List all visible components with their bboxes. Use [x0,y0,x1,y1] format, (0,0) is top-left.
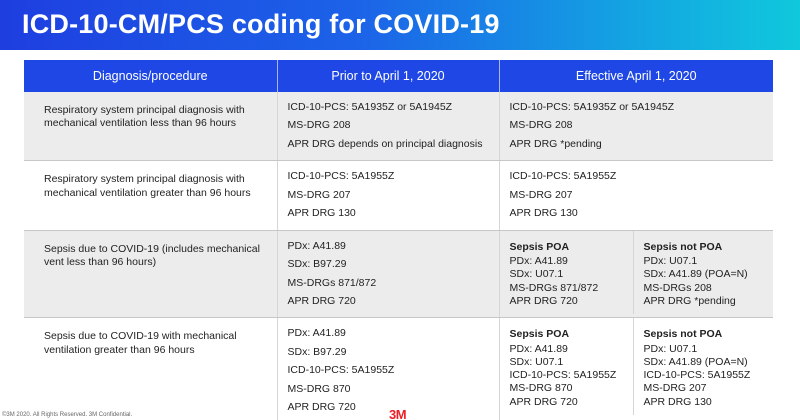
code-line: PDx: A41.89 [287,327,346,340]
sepsis-poa-title: Sepsis POA [509,240,570,253]
code-line: APR DRG *pending [643,294,736,307]
prior-cell [277,230,499,318]
header-diagnosis: Diagnosis/procedure [24,60,277,92]
code-line: MS-DRG 207 [643,382,707,395]
code-line: PDx: A41.89 [509,255,568,268]
code-line: MS-DRGs 208 [643,281,712,294]
code-line: ICD-10-PCS: 5A1955Z [287,364,395,377]
sepsis-not-poa-title: Sepsis not POA [643,240,723,253]
code-line: ICD-10-PCS: 5A1935Z or 5A1945Z [509,101,675,113]
table-row [24,318,773,420]
code-line: APR DRG 720 [287,401,356,414]
title-banner [0,0,800,50]
code-line: MS-DRGs 871/872 [509,281,599,294]
code-line: MS-DRG 207 [509,188,573,201]
code-line: ICD-10-PCS: 5A1955Z [643,369,751,382]
code-line: PDx: A41.89 [287,239,346,252]
code-line: SDx: U07.1 [509,268,564,281]
coding-table [24,60,773,420]
code-line: APR DRG 720 [509,395,578,408]
slide-title: ICD-10-CM/PCS coding for COVID-19 [22,9,500,39]
code-line: ICD-10-PCS: 5A1955Z [287,170,395,183]
header-prior: Prior to April 1, 2020 [277,60,499,92]
sepsis-poa-title: Sepsis POA [509,328,570,341]
code-line: MS-DRG 870 [287,382,351,395]
effective-cell [499,92,773,161]
code-line: SDx: A41.89 (POA=N) [643,356,748,369]
effective-cell [499,230,773,318]
code-line: SDx: U07.1 [509,356,564,369]
table-row [24,161,773,230]
header-effective: Effective April 1, 2020 [499,60,773,92]
3m-logo: 3M [389,407,407,420]
table-row [24,230,773,318]
diagnosis-cell: Sepsis due to COVID-19 with mechanical ventilation greater than 96 hours [24,318,277,420]
diagnosis-cell: Respiratory system principal diagnosis with mechanical ventilation greater than 96 hours [24,161,277,230]
prior-cell [277,92,499,161]
code-line: PDx: U07.1 [643,255,698,268]
code-line: APR DRG 130 [287,207,356,220]
code-line: ICD-10-PCS: 5A1955Z [509,369,617,382]
code-line: SDx: B97.29 [287,345,347,358]
sepsis-not-poa-title: Sepsis not POA [643,328,723,341]
footer-copyright: ©3M 2020. All Rights Reserved. 3M Confidential. [2,412,133,418]
diagnosis-cell: Respiratory system principal diagnosis with mechanical ventilation less than 96 hours [24,92,277,161]
code-line: APR DRG depends on principal diagnosis [287,137,483,150]
code-line: PDx: A41.89 [509,342,568,355]
prior-cell [277,161,499,230]
code-line: APR DRG *pending [509,137,602,150]
sepsis-poa-column [500,231,634,314]
diagnosis-cell: Sepsis due to COVID-19 (includes mechanical vent less than 96 hours) [24,230,277,318]
code-line: SDx: A41.89 (POA=N) [643,268,748,281]
code-line: MS-DRG 207 [287,188,351,201]
code-line: MS-DRG 208 [509,119,573,132]
effective-cell [499,161,773,230]
code-line: APR DRG 720 [509,294,578,307]
code-line: APR DRG 130 [509,207,578,220]
table-row [24,92,773,161]
code-line: ICD-10-PCS: 5A1935Z or 5A1945Z [287,101,453,113]
sepsis-not-poa-column [634,231,774,314]
effective-cell [499,318,773,420]
code-line: PDx: U07.1 [643,342,698,355]
code-line: MS-DRG 208 [287,119,351,132]
table-header-row [24,60,773,92]
code-line: SDx: B97.29 [287,258,347,271]
code-line: APR DRG 130 [643,395,712,408]
sepsis-not-poa-column [634,318,774,415]
code-line: APR DRG 720 [287,294,356,307]
sepsis-poa-column [500,318,634,415]
prior-cell [277,318,499,420]
code-line: MS-DRGs 871/872 [287,276,377,289]
code-line: MS-DRG 870 [509,382,573,395]
code-line: ICD-10-PCS: 5A1955Z [509,170,617,183]
